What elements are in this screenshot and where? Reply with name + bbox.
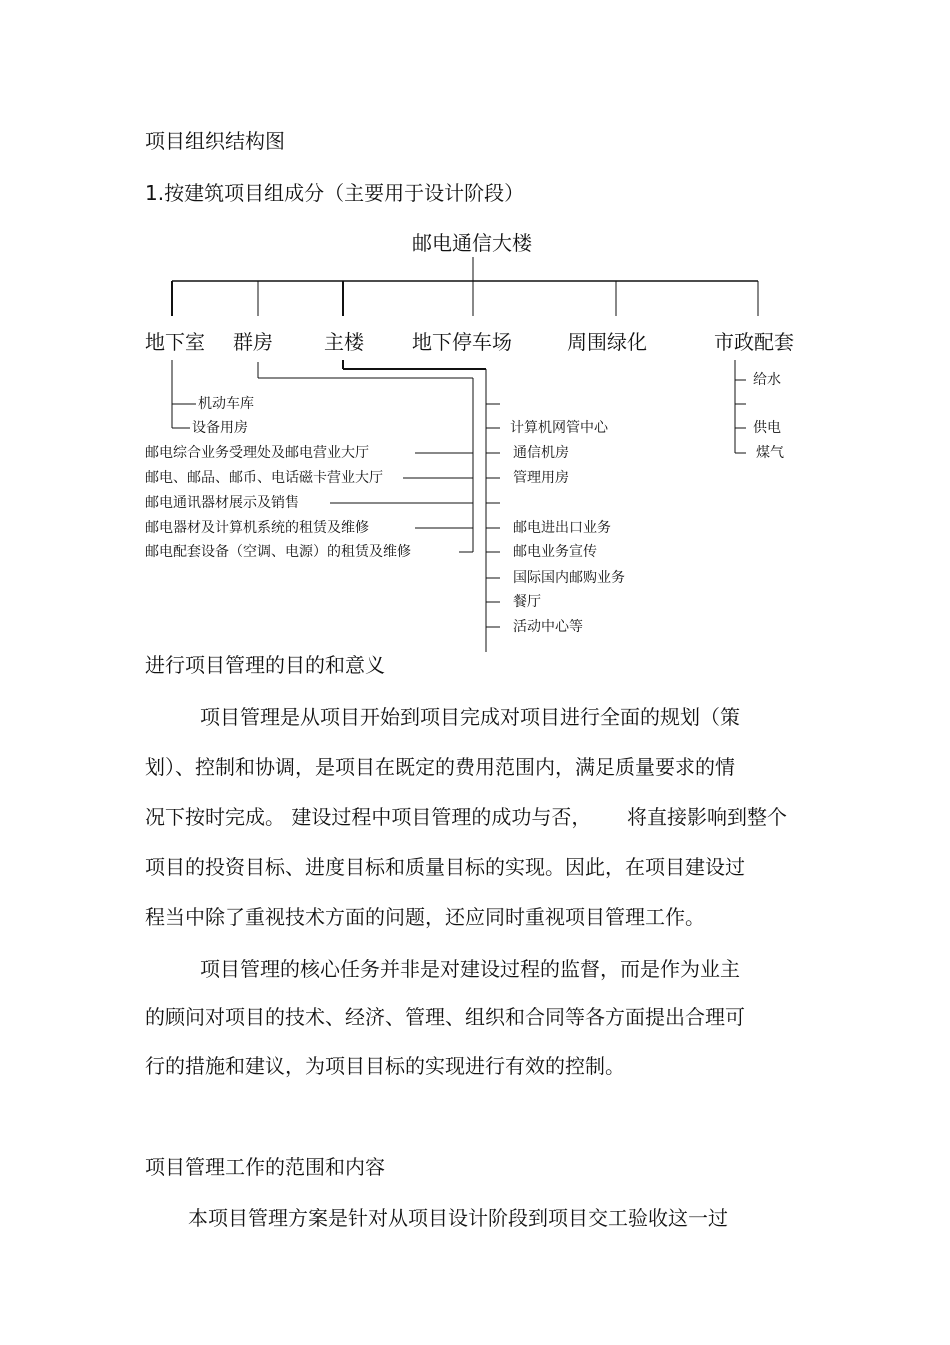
main-item: 餐厅 [513, 594, 541, 610]
podium-item: 邮电综合业务受理处及邮电营业大厅 [145, 445, 369, 461]
purpose-heading: 进行项目管理的目的和意义 [145, 653, 385, 677]
municipal-item: 煤气 [756, 445, 784, 461]
branch-parking: 地下停车场 [412, 330, 512, 354]
main-item: 活动中心等 [513, 619, 583, 635]
purpose-paragraph-line: 项目管理的核心任务并非是对建设过程的监督，而是作为业主 [200, 957, 740, 981]
branch-podium: 群房 [233, 330, 273, 354]
main-item: 邮电业务宣传 [513, 544, 597, 560]
purpose-paragraph-line: 行的措施和建议，为项目目标的实现进行有效的控制。 [145, 1054, 625, 1078]
branch-greening: 周围绿化 [567, 330, 647, 354]
purpose-paragraph-line: 项目的投资目标、进度目标和质量目标的实现。因此，在项目建设过 [145, 855, 745, 879]
purpose-paragraph-line: 项目管理是从项目开始到项目完成对项目进行全面的规划（策 [200, 705, 740, 729]
branch-municipal: 市政配套 [714, 330, 794, 354]
branch-main-building: 主楼 [324, 330, 364, 354]
podium-item: 邮电通讯器材展示及销售 [145, 495, 299, 511]
main-item: 通信机房 [513, 445, 569, 461]
podium-item: 邮电器材及计算机系统的租赁及维修 [145, 520, 369, 536]
municipal-item: 给水 [753, 372, 781, 388]
main-item: 计算机网管中心 [510, 420, 608, 436]
basement-item: 机动车库 [198, 396, 254, 412]
main-item: 国际国内邮购业务 [513, 570, 625, 586]
main-item: 邮电进出口业务 [513, 520, 611, 536]
basement-item: 设备用房 [192, 420, 248, 436]
branch-basement: 地下室 [145, 330, 205, 354]
municipal-item: 供电 [753, 420, 781, 436]
scope-heading: 项目管理工作的范围和内容 [145, 1155, 385, 1179]
org-root: 邮电通信大楼 [412, 231, 532, 255]
purpose-paragraph-line: 程当中除了重视技术方面的问题，还应同时重视项目管理工作。 [145, 905, 705, 929]
podium-item: 邮电、邮品、邮币、电话磁卡营业大厅 [145, 470, 383, 486]
page-heading: 项目组织结构图 [145, 129, 285, 153]
purpose-paragraph-line: 划）、控制和协调，是项目在既定的费用范围内，满足质量要求的情 [145, 755, 735, 779]
main-item: 管理用房 [513, 470, 569, 486]
purpose-paragraph-line: 的顾问对项目的技术、经济、管理、组织和合同等各方面提出合理可 [145, 1005, 745, 1029]
breakdown-subheading: 1.按建筑项目组成分（主要用于设计阶段） [145, 181, 525, 205]
scope-paragraph-line: 本项目管理方案是针对从项目设计阶段到项目交工验收这一过 [188, 1206, 728, 1230]
purpose-paragraph-line: 况下按时完成。 建设过程中项目管理的成功与否， [145, 805, 592, 829]
purpose-paragraph-line: 将直接影响到整个 [627, 805, 787, 829]
podium-item: 邮电配套设备（空调、电源）的租赁及维修 [145, 544, 411, 560]
